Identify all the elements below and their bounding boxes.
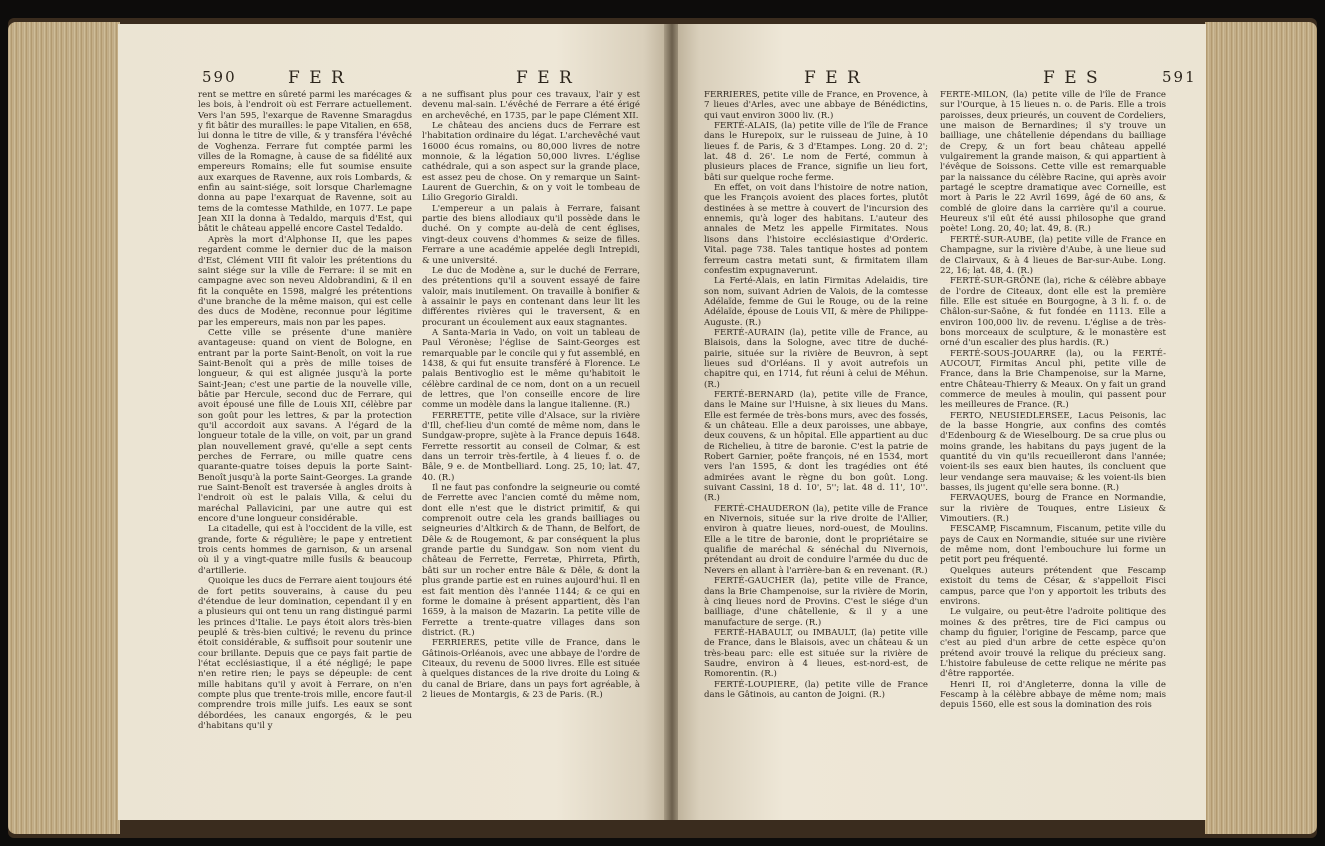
paragraph: La Ferté-Alais, en latin Firmitas Adelaidis, tire son nom, suivant Adrien de Valois, de la comtesse Adélaïde, femme de Gui le Rouge, ou de la reine Adélaïde, épouse de Louis VII, & mère de Philippe-Auguste. (R.) [704, 276, 928, 328]
paragraph: FERRIERES, petite ville de France, dans le Gâtinois-Orléanois, avec une abbaye de l'ordre de Citeaux, du revenu de 5000 livres. Elle est située à quelques distances de la rive droite du Loing & du canal de Briare, dans un pays fort agréable, à 2 lieues de Montargis, & 23 de Paris. (R.) [422, 638, 640, 700]
left-column-1 [198, 90, 412, 730]
paragraph: FERTÉ-LOUPIERE, (la) petite ville de France dans le Gâtinois, au canton de Joigni. (R.) [704, 679, 928, 700]
left-page [118, 24, 666, 820]
paragraph: a ne suffisant plus pour ces travaux, l'air y est devenu mal-sain. L'évêché de Ferrare a été érigé en archevêché, en 1735, par le pape Clément XII. [422, 90, 640, 121]
page-edges-left [8, 22, 120, 834]
paragraph: Quelques auteurs prétendent que Fescamp existoit du tems de César, & s'appelloit Fisci campus, parce que l'on y apportoit les tributs des environs. [940, 565, 1166, 607]
paragraph: FERTÉ-SUR-AUBE, (la) petite ville de France en Champagne, sur la rivière d'Aube, à une lieue sud de Clairvaux, & à 4 lieues de Bar-sur-Aube. Long. 22, 16; lat. 48, 4. (R.) [940, 234, 1166, 276]
left-header-right: F E R [516, 68, 574, 88]
paragraph: rent se mettre en sûreté parmi les marécages & les bois, à l'endroit où est Ferrare actuellement. Vers l'an 595, l'exarque de Ravenne Smaragdus y fit bâtir des murailles: le pape Vitalien, en 658, lui donna le titre de ville, & y transféra l'évêché de Voghenza. Ferrare fut comptée parmi les villes de la Romagne, à cause de sa fidélité aux empereurs Romains; elle fut soumise ensuite aux exarques de Ravenne, aux rois Lombards, & enfin au saint-siége, soit lorsque Charlemagne donna au pape l'exarquat de Ravenne, soit au tems de la comtesse Mathilde, en 1077. Le pape Jean XII la donna à Tedaldo, marquis d'Est, qui bâtit le château appellé encore Castel Tedaldo. [198, 90, 412, 235]
paragraph: L'empereur a un palais à Ferrare, faisant partie des biens allodiaux qu'il possède dans le duché. On y compte au-delà de cent églises, vingt-deux couvens d'hommes & seize de filles. Ferrare a une académie appelée degli Intrepidi, & une université. [422, 203, 640, 266]
paragraph: FERTÉ-GAUCHER (la), petite ville de France, dans la Brie Champenoise, sur la rivière de Morin, à cinq lieues nord de Provins. C'est le siége d'un bailliage, d'une châtellenie, & il y a une manufacture de serge. (R.) [704, 576, 928, 628]
right-column-2 [940, 90, 1166, 730]
paragraph: Cette ville se présente d'une manière avantageuse: quand on vient de Bologne, en entrant par la porte Saint-Benoît, on voit la rue Saint-Benoît qui a près de mille toises de longueur, & qui est alignée jusqu'à la porte Saint-Jean; c'est une partie de la nouvelle ville, bâtie par Hercule, second duc de Ferrare, qui avoit épousé une fille de Louis XII, célèbre par son goût pour les lettres, & par la protection qu'il accordoit aux savans. A l'égard de la longueur totale de la ville, on voit, par un grand plan nouvellement gravé, qu'elle a sept cents perches de Ferrare, ou mille quatre cens quarante-quatre toises depuis la porte Saint-Benoît jusqu'à la porte Saint-Georges. La grande rue Saint-Benoît est traversée à angles droits à l'endroit où est le palais Villa, & celui du maréchal Pallavicini, par une autre qui est encore d'une longueur considérable. [198, 327, 412, 525]
right-page-number: 591 [1162, 68, 1197, 86]
right-header-right: F E S [1043, 68, 1100, 88]
paragraph: Le vulgaire, ou peut-être l'adroite politique des moines & des prêtres, tire de Fici campus ou champ du figuier, l'origine de Fescamp, parce que c'est au pied d'un arbre de cette espèce qu'on prétend avoir trouvé la relique du précieux sang. L'histoire fabuleuse de cette relique ne mérite pas d'être rapportée. [940, 607, 1166, 680]
paragraph: En effet, on voit dans l'histoire de notre nation, que les François avoient des places fortes, plutôt destinées à se mettre à couvert de l'incursion des ennemis, qu'à loger des habitans. L'auteur des annales de Metz les appelle Firmitates. Nous lisons dans l'histoire ecclésiastique d'Orderic. Vital. page 738. Tales tantique hostes ad pontem ferreum castra metati sunt, & firmitatem illam confestim expugnaverunt. [704, 183, 928, 276]
paragraph: Il ne faut pas confondre la seigneurie ou comté de Ferrette avec l'ancien comté du même nom, dont elle n'est que le district primitif, & qui comprenoit outre cela les grands bailliages ou seigneuries d'Altkirch & de Thann, de Belfort, de Dêle & de Rougemont, & par conséquent la plus grande partie du Sundgaw. Son nom vient du château de Ferrette, Ferretæ, Phirreta, Pfirth, bâti sur un rocher entre Bâle & Dêle, & dont la plus grande partie est en ruines aujourd'hui. Il en est fait mention dès l'année 1144; & ce qui en forme le domaine à présent appartient, dès l'an 1659, à la maison de Mazarin. La petite ville de Ferrette a trente-quatre villages dans son district. (R.) [422, 483, 640, 638]
paragraph: FERTÉ-SUR-GRÔNE (la), riche & célèbre abbaye de l'ordre de Citeaux, dont elle est la première fille. Elle est située en Bourgogne, à 3 li. f. o. de Châlon-sur-Saône, & fut fondée en 1113. Elle a environ 100,000 liv. de revenu. L'église a de très-bons morceaux de sculpture, & le monastère est orné d'un escalier des plus hardis. (R.) [940, 276, 1166, 349]
page-edges-right [1205, 22, 1317, 834]
left-running-header [118, 68, 666, 86]
paragraph: FERTÉ-SOUS-JOUARRE (la), ou la FERTÉ-AUCOUT, Firmitas Ancul phi, petite ville de France, dans la Brie Champenoise, sur la Marne, entre Château-Thierry & Meaux. On y fait un grand commerce de meules à moulin, qui passent pour les meilleures de France. (R.) [940, 348, 1166, 411]
paragraph: A Santa-Maria in Vado, on voit un tableau de Paul Véronèse; l'église de Saint-Georges est remarquable par le concile qui y fut assemblé, en 1438, & qui fut ensuite transféré à Florence. Le palais Bentivoglio est le même qu'habitoit le célèbre cardinal de ce nom, dont on a un recueil de lettres, que l'on conseille encore de lire comme un modèle dans la langue italienne. (R.) [422, 327, 640, 411]
paragraph: Henri II, roi d'Angleterre, donna la ville de Fescamp à la célèbre abbaye de même nom; mais depuis 1560, elle est sous la domination des rois [940, 679, 1166, 711]
paragraph: FERRIERES, petite ville de France, en Provence, à 7 lieues d'Arles, avec une abbaye de Bénédictins, qui vaut environ 3000 liv. (R.) [704, 90, 928, 121]
paragraph: Le duc de Modène a, sur le duché de Ferrare, des prétentions qu'il a souvent essayé de faire valoir, mais inutilement. On travaille à bonifier & à assainir le pays en contenant dans leur lit les différentes rivières qui le traversent, & en procurant un écoulement aux eaux stagnantes. [422, 265, 640, 328]
paragraph: FERTÉ-AURAIN (la), petite ville de France, au Blaisois, dans la Sologne, avec titre de duché-pairie, située sur la rivière de Beuvron, à sept lieues sud d'Orléans. Il y avoit autrefois un chapitre qui, en 1714, fut réuni à celui de Méhun. (R.) [704, 327, 928, 390]
paragraph: FERVAQUES, bourg de France en Normandie, sur la rivière de Touques, entre Lisieux & Vimoutiers. (R.) [940, 493, 1166, 525]
left-header-left: F E R [288, 68, 346, 88]
paragraph: Après la mort d'Alphonse II, que les papes regardent comme le dernier duc de la maison d'Est, Clément VIII fit valoir les prétentions du saint siége sur la ville de Ferrare: il se mit en campagne avec son neveu Aldobrandini, & il en fit la conquête en 1598, malgré les prétentions d'une branche de la même maison, qui est celle des ducs de Modène, reconnue pour légitime par les empereurs, mais non par les papes. [198, 234, 412, 328]
paragraph: FERTO, NEUSIEDLERSEE, Lacus Peisonis, lac de la basse Hongrie, aux confins des comtés d'Edenbourg & de Wieselbourg. De sa crue plus ou moins grande, les habitans du pays jugent de la quantité du vin qu'ils recueilleront dans l'année; voient-ils ses eaux bien hautes, ils concluent que leur vendange sera mauvaise; & les voient-ils bien basses, ils jugent qu'elle sera bonne. (R.) [940, 410, 1166, 494]
right-header-left: F E R [804, 68, 862, 88]
paragraph: FESCAMP, Fiscamnum, Fiscanum, petite ville du pays de Caux en Normandie, située sur une rivière de même nom, dont l'embouchure lui forme un petit port peu fréquenté. [940, 524, 1166, 566]
paragraph: La citadelle, qui est à l'occident de la ville, est grande, forte & régulière; le pape y entretient trois cents hommes de garnison, & un arsenal où il y a vingt-quatre mille fusils & beaucoup d'artillerie. [198, 524, 412, 576]
paragraph: FERTÉ-HABAULT, ou IMBAULT, (la) petite ville de France, dans le Blaisois, avec un château & un très-beau parc: elle est située sur la rivière de Saudre, environ à 4 lieues, est-nord-est, de Romorentin. (R.) [704, 627, 928, 680]
paragraph: Quoique les ducs de Ferrare aient toujours été de fort petits souverains, à cause du peu d'étendue de leur domination, cependant il y en a plusieurs qui ont tenu un rang distingué parmi les princes d'Italie. Le pays étoit alors très-bien peuplé & très-bien cultivé; le revenu du prince étoit considérable, & suffisoit pour soutenir une cour brillante. Depuis que ce pays fait partie de l'état ecclésiastique, il a été négligé; le pape n'en retire rien; le pays se dépeuple: de cent mille habitans qu'il y avoit à Ferrare, on n'en compte plus que trente-trois mille, encore faut-il comprendre trois mille juifs. Les eaux se sont débordées, les canaux engorgés, & le peu d'habitans qu'il y [198, 576, 412, 730]
paragraph: FERTÉ-BERNARD (la), petite ville de France, dans le Maine sur l'Huisne, à six lieues du Mans. Elle est fermée de très-bons murs, avec des fossés, & un château. Elle a deux paroisses, une abbaye, deux couvens, & un hôpital. Elle appartient au duc de Richelieu, à titre de baronie. C'est la patrie de Robert Garnier, poëte françois, né en 1534, mort vers l'an 1595, & dont les tragédies ont été admirées avant le règne du bon goût. Long. suivant Cassini, 18 d. 10', 5''; lat. 48 d. 11', 10''. (R.) [704, 389, 928, 504]
left-page-number: 590 [202, 68, 237, 86]
right-column-1 [704, 90, 928, 730]
right-running-header [678, 68, 1206, 86]
left-column-2 [422, 90, 640, 730]
paragraph: Le château des anciens ducs de Ferrare est l'habitation ordinaire du légat. L'archevêché vaut 16000 écus romains, ou 80,000 livres de notre monnoie, & la légation 50,000 livres. L'église cathédrale, qui a son aspect sur la grande place, est assez peu de chose. On y remarque un Saint-Laurent de Guerchin, & on y voit le tombeau de Lilio Gregorio Giraldi. [422, 121, 640, 204]
paragraph: FERRETTE, petite ville d'Alsace, sur la rivière d'Ill, chef-lieu d'un comté de même nom, dans le Sundgaw-propre, sujète à la France depuis 1648. Ferrette ressortit au conseil de Colmar, & est dans un terroir très-fertile, à 4 lieues f. o. de Bâle, 9 e. de Montbelliard. Long. 25, 10; lat. 47, 40. (R.) [422, 410, 640, 483]
paragraph: FERTÉ-MILON, (la) petite ville de l'île de France sur l'Ourque, à 15 lieues n. o. de Paris. Elle a trois paroisses, deux prieurés, un couvent de Cordeliers, une maison de Bernardines; il s'y trouve un bailliage, une châtellenie dépendans du bailliage de Crepy, & un fort beau château appellé vulgairement la grande maison, & qui appartient à l'évêque de Soissons. Cette ville est remarquable par la naissance du célèbre Racine, qui après avoir partagé le sceptre dramatique avec Corneille, est mort à Paris le 22 Avril 1699, âgé de 60 ans, & comblé de gloire dans la carrière qu'il a courue. Heureux s'il eût été aussi philosophe que grand poète! Long. 20, 40; lat. 49, 8. (R.) [940, 90, 1166, 235]
right-page [678, 24, 1206, 820]
paragraph: FERTÉ-CHAUDERON (la), petite ville de France en Nivernois, située sur la rive droite de l'Allier, environ à quatre lieues, nord-ouest, de Moulins. Elle a le titre de baronie, dont le propriétaire se qualifie de maréchal & sénéchal du Nivernois, prétendant au droit de conduire l'armée du duc de Nevers en allant à l'arrière-ban & en revenant. (R.) [704, 503, 928, 576]
paragraph: FERTÉ-ALAIS, (la) petite ville de l'île de France dans le Hurepoix, sur le ruisseau de Juine, à 10 lieues f. de Paris, & 3 d'Etampes. Long. 20 d. 2'; lat. 48 d. 26'. Le nom de Ferté, commun à plusieurs places de France, signifie un lieu fort, bâti sur quelque roche ferme. [704, 121, 928, 183]
